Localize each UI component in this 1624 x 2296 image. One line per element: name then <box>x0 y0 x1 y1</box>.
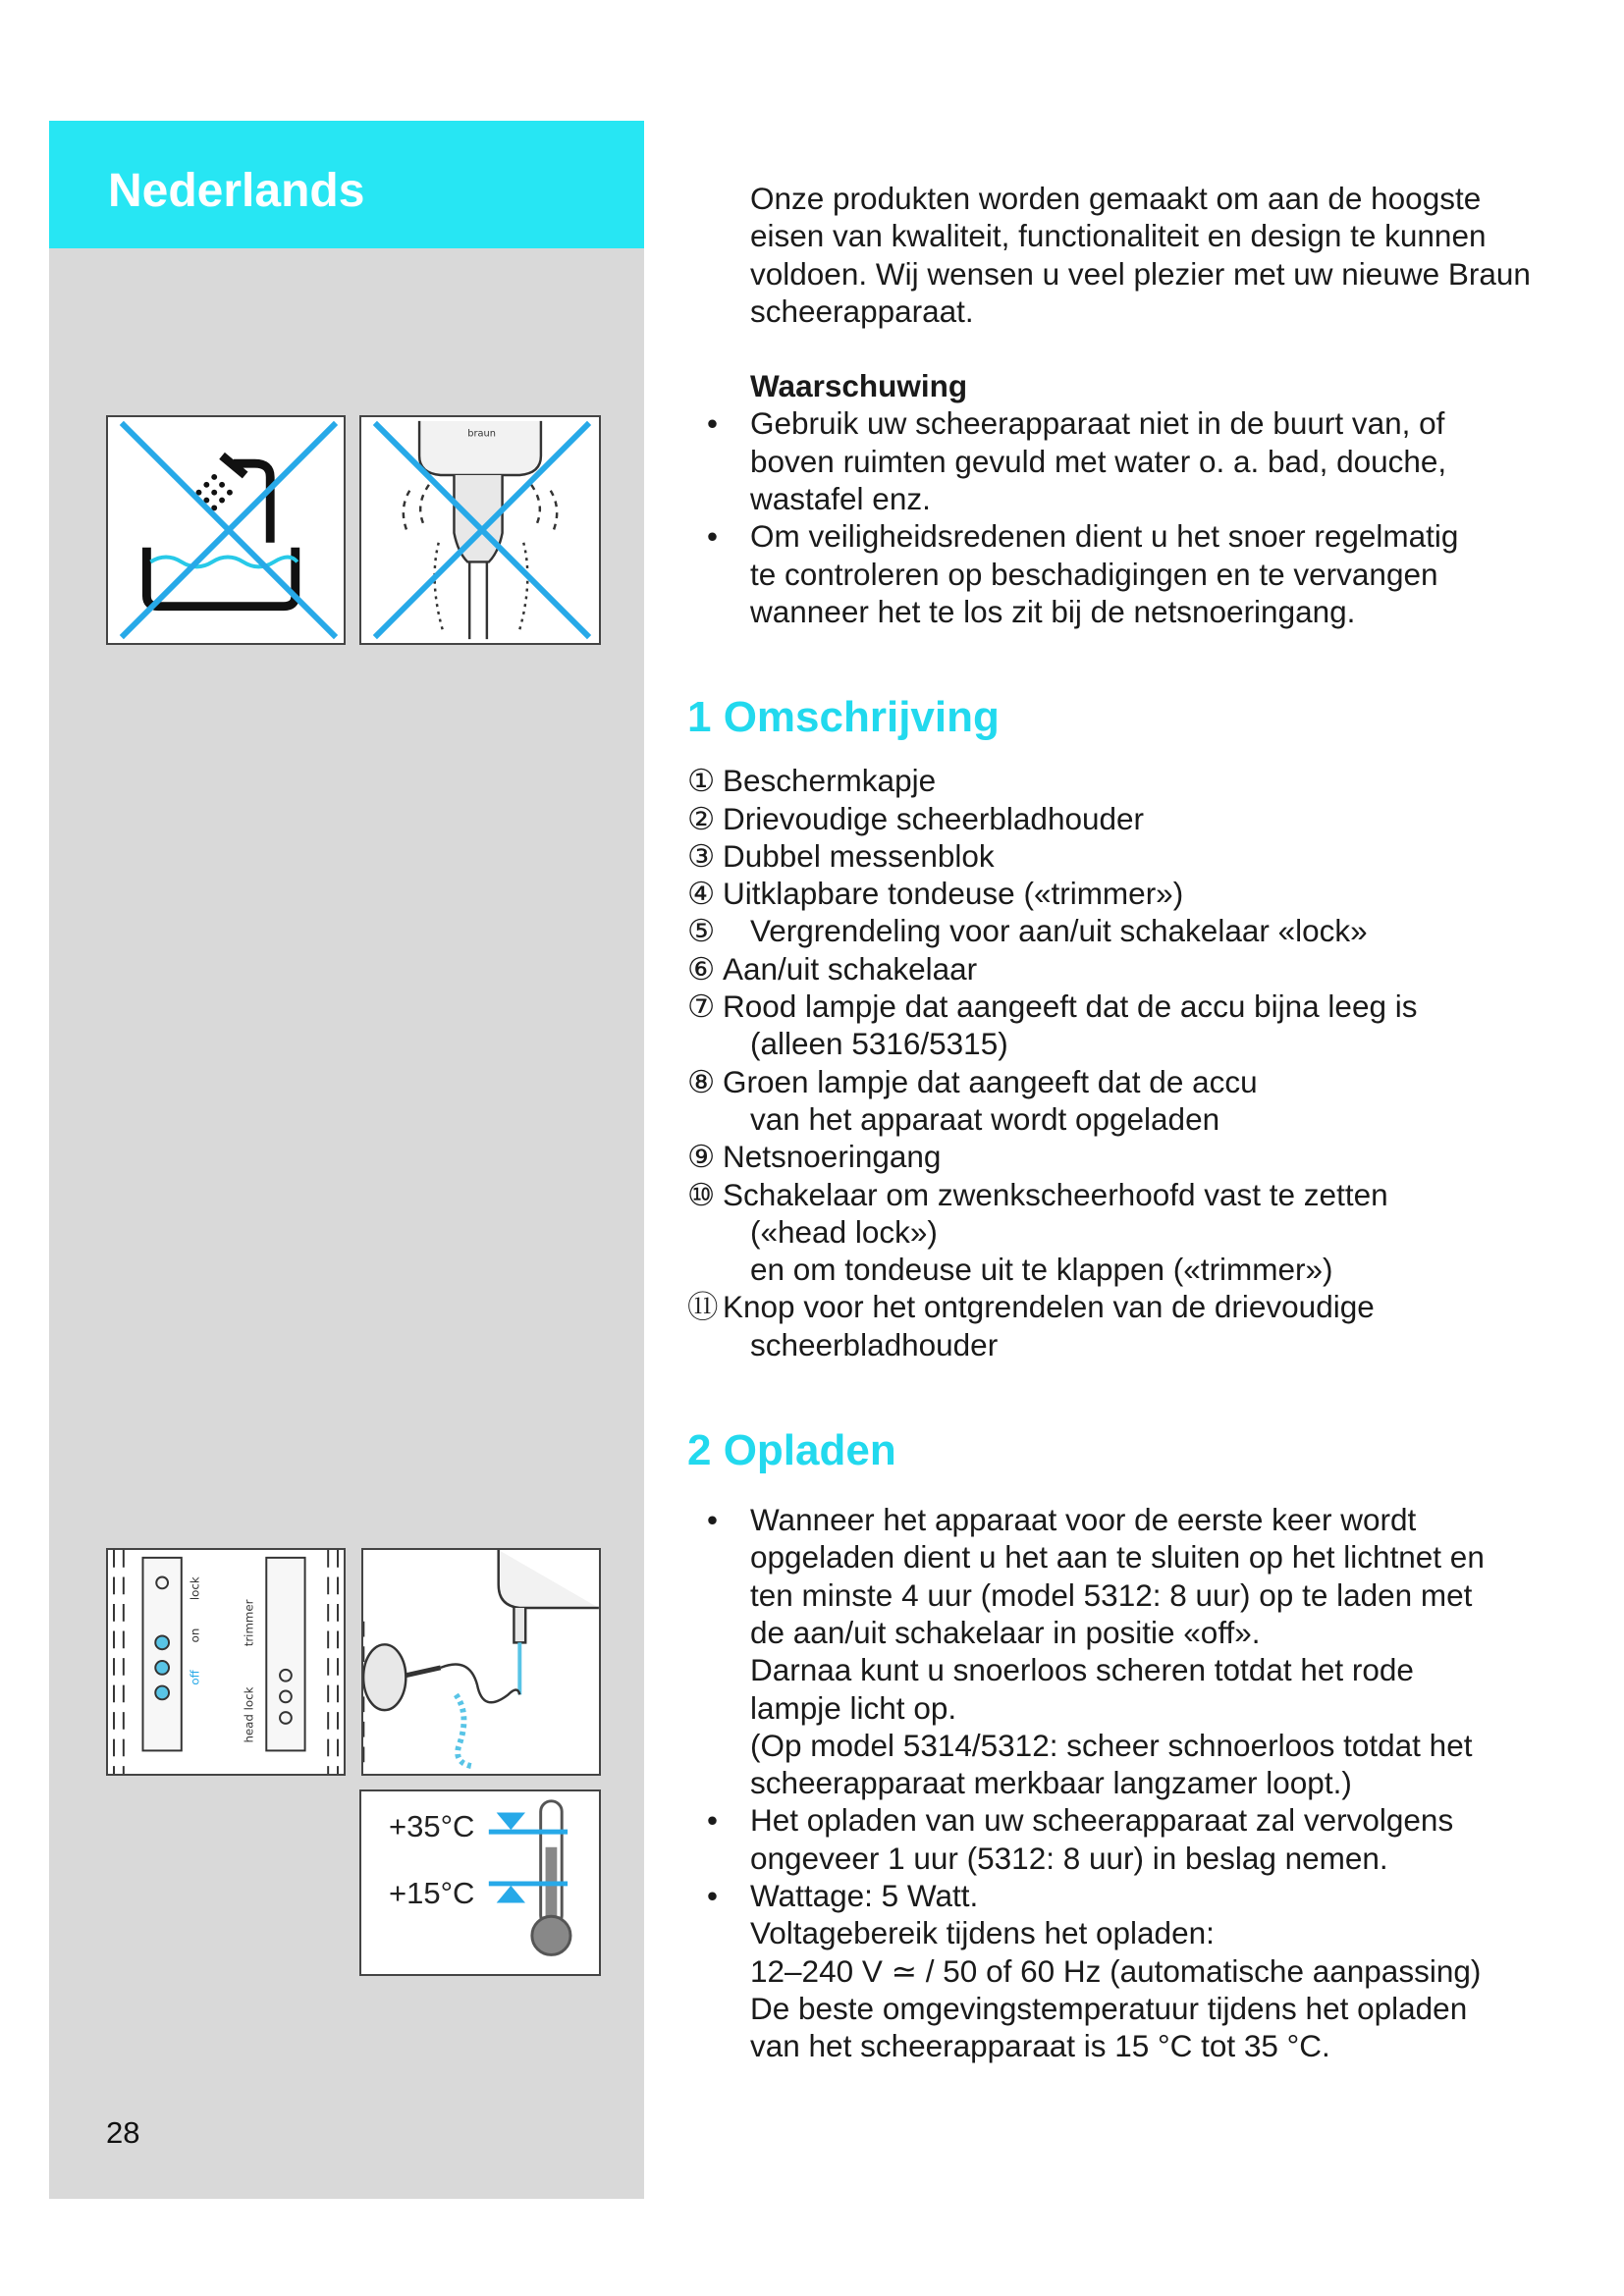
charging-item-text: • Wattage: 5 Watt. <box>750 1877 979 1913</box>
item-label: Dubbel messenblok <box>723 837 995 874</box>
description-item <box>687 1176 1571 1289</box>
warning-title: Waarschuwing <box>750 368 968 404</box>
item-continuation: en om tondeuse uit te klappen («trimmer») <box>750 1252 1333 1288</box>
temperature-high-label: +35°C <box>389 1809 475 1843</box>
item-label: Schakelaar om zwenkscheerhoofd vast te zetten <box>723 1176 1388 1212</box>
figure-charging <box>361 1548 601 1776</box>
charging-item-continuation: de aan/uit schakelaar in positie «off». <box>750 1614 1261 1650</box>
warning-item-text: • Gebruik uw scheerapparaat niet in de buurt van, of <box>750 405 1445 442</box>
description-item <box>687 1138 1571 1175</box>
charging-item-continuation: scheerapparaat merkbaar langzamer loopt.) <box>750 1765 1352 1801</box>
warning-item <box>687 517 1571 630</box>
warning-item-continuation: te controleren op beschadigingen en te vervangen <box>750 556 1438 592</box>
item-number: ⑧ <box>687 1063 716 1099</box>
brand-label: braun <box>467 428 496 440</box>
bath-shower-icon <box>108 417 344 643</box>
description-item <box>687 1063 1571 1139</box>
charging-item-continuation: lampje licht op. <box>750 1689 957 1726</box>
section-title-omschrijving: 1 Omschrijving <box>687 693 1000 742</box>
thermometer-icon <box>361 1791 599 1974</box>
charging-item <box>687 1877 1571 2064</box>
charging-item-continuation: De beste omgevingstemperatuur tijdens het opladen <box>750 1990 1468 2026</box>
switch-panel-diagram <box>108 1550 344 1774</box>
charging-item-continuation: opgeladen dient u het aan te sluiten op het lichtnet en <box>750 1539 1485 1575</box>
description-item <box>687 875 1571 912</box>
item-number: ① <box>687 763 716 799</box>
head-lock-label: head lock <box>242 1686 256 1743</box>
description-list <box>687 762 1571 1363</box>
language-title: Nederlands <box>108 165 365 217</box>
figure-switch-panel <box>106 1548 346 1776</box>
warning-item-continuation: wastafel enz. <box>750 481 931 517</box>
off-label: off <box>188 1670 202 1685</box>
description-item <box>687 912 1571 949</box>
description-item <box>687 762 1571 799</box>
language-header <box>49 121 644 248</box>
section-title-opladen: 2 Opladen <box>687 1426 896 1475</box>
item-number: ⑤ <box>687 913 716 949</box>
charging-item-continuation: Voltagebereik tijdens het opladen: <box>750 1915 1215 1951</box>
item-label: Drievoudige scheerbladhouder <box>723 800 1145 836</box>
temperature-low-label: +15°C <box>389 1876 475 1910</box>
description-item <box>687 988 1571 1063</box>
item-continuation: (alleen 5316/5315) <box>750 1026 1008 1062</box>
item-number: ⑩ <box>687 1176 716 1212</box>
lock-label: lock <box>188 1576 202 1601</box>
warning-item-text: • Om veiligheidsredenen dient u het snoer regelmatig <box>750 518 1459 555</box>
item-label: Aan/uit schakelaar <box>723 950 978 987</box>
description-item <box>687 800 1571 837</box>
charging-item-continuation: ten minste 4 uur (model 5312: 8 uur) op te laden met <box>750 1576 1473 1613</box>
item-label: Vergrendeling voor aan/uit schakelaar «lock» <box>750 913 1368 949</box>
item-continuation: van het apparaat wordt opgeladen <box>750 1100 1220 1137</box>
charging-item-continuation: (Op model 5314/5312: scheer schnoerloos totdat het <box>750 1727 1473 1763</box>
figure-no-water-shaver <box>359 415 601 645</box>
figure-thermometer <box>359 1789 601 1976</box>
charging-item-continuation: Darnaa kunt u snoerloos scheren totdat het rode <box>750 1652 1414 1688</box>
item-label: Rood lampje dat aangeeft dat de accu bijna leeg is <box>723 988 1418 1025</box>
item-number: ⑥ <box>687 950 716 987</box>
description-item <box>687 950 1571 988</box>
description-item <box>687 1288 1571 1363</box>
charging-item-text: • Het opladen van uw scheerapparaat zal vervolgens <box>750 1802 1454 1839</box>
item-number: ⑦ <box>687 988 716 1025</box>
charging-item-text: • Wanneer het apparaat voor de eerste keer wordt <box>750 1502 1417 1538</box>
charging-item-continuation: van het scheerapparaat is 15 °C tot 35 °C. <box>750 2028 1330 2064</box>
charging-item <box>687 1801 1571 1877</box>
item-continuation: («head lock») <box>750 1213 938 1250</box>
item-label: Groen lampje dat aangeeft dat de accu <box>723 1063 1258 1099</box>
charging-item <box>687 1501 1571 1801</box>
warning-list <box>687 404 1571 630</box>
main-content <box>687 180 1571 2064</box>
warning-item-continuation: wanneer het te los zit bij de netsnoeringang. <box>750 593 1356 629</box>
item-label: Beschermkapje <box>723 763 937 799</box>
warning-item-continuation: boven ruimten gevuld met water o. a. bad, douche, <box>750 443 1447 479</box>
on-label: on <box>188 1628 202 1643</box>
item-label: Knop voor het ontgrendelen van de drievoudige <box>723 1289 1375 1325</box>
intro-paragraph: Onze produkten worden gemaakt om aan de hoogste eisen van kwaliteit, functionaliteit en design te kunnen voldoen. Wij wensen u veel plezier met uw nieuwe Braun scheerapparaat. <box>750 181 1531 329</box>
charging-item-continuation: 12–240 V ≃ / 50 of 60 Hz (automatische aanpassing) <box>750 1952 1482 1989</box>
item-number: ④ <box>687 876 716 912</box>
charging-list <box>687 1501 1571 2064</box>
charging-item-continuation: ongeveer 1 uur (5312: 8 uur) in beslag nemen. <box>750 1840 1388 1876</box>
item-continuation: scheerbladhouder <box>750 1326 999 1362</box>
item-label: Netsnoeringang <box>723 1139 942 1175</box>
item-number: ③ <box>687 837 716 874</box>
item-number: ⑨ <box>687 1139 716 1175</box>
figure-no-bath <box>106 415 346 645</box>
warning-item <box>687 404 1571 517</box>
trimmer-label: trimmer <box>242 1599 256 1647</box>
item-number: ② <box>687 800 716 836</box>
description-item <box>687 837 1571 875</box>
shaver-spray-icon <box>361 417 599 643</box>
page-number: 28 <box>106 2115 140 2150</box>
item-label: Uitklapbare tondeuse («trimmer») <box>723 876 1184 912</box>
item-number: ⑪ <box>687 1289 719 1325</box>
charging-cable-diagram <box>363 1550 599 1774</box>
